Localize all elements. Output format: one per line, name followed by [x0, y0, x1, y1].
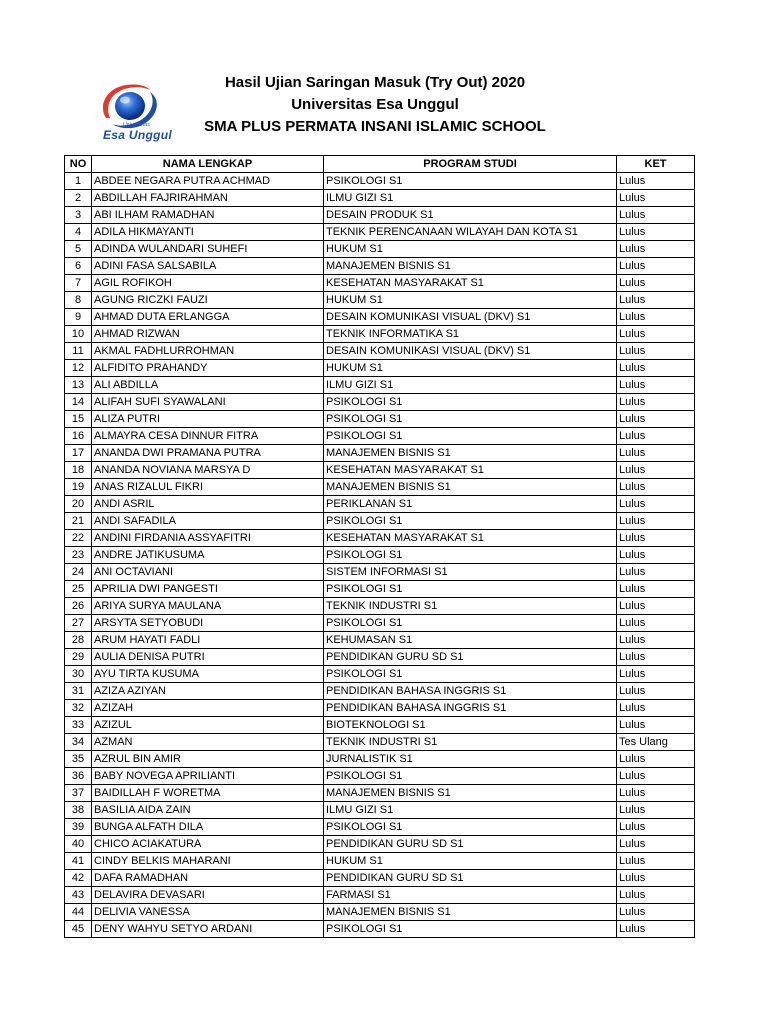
logo-small-text: Universitas: [123, 122, 150, 128]
cell-program: BIOTEKNOLOGI S1: [324, 717, 617, 734]
cell-name: AHMAD RIZWAN: [92, 326, 324, 343]
cell-no: 43: [65, 887, 92, 904]
cell-no: 28: [65, 632, 92, 649]
cell-program: KEHUMASAN S1: [324, 632, 617, 649]
cell-name: BAIDILLAH F WORETMA: [92, 785, 324, 802]
cell-name: AZMAN: [92, 734, 324, 751]
cell-program: PSIKOLOGI S1: [324, 513, 617, 530]
table-row: [65, 632, 695, 649]
cell-no: 11: [65, 343, 92, 360]
cell-program: ILMU GIZI S1: [324, 190, 617, 207]
cell-name: ANDI SAFADILA: [92, 513, 324, 530]
cell-ket: Lulus: [617, 309, 695, 326]
table-row: [65, 649, 695, 666]
table-row: [65, 683, 695, 700]
cell-ket: Lulus: [617, 802, 695, 819]
cell-name: ABDILLAH FAJRIRAHMAN: [92, 190, 324, 207]
cell-ket: Lulus: [617, 632, 695, 649]
cell-name: CHICO ACIAKATURA: [92, 836, 324, 853]
cell-no: 17: [65, 445, 92, 462]
cell-program: TEKNIK INDUSTRI S1: [324, 734, 617, 751]
table-row: [65, 326, 695, 343]
cell-ket: Lulus: [617, 343, 695, 360]
cell-name: ARIYA SURYA MAULANA: [92, 598, 324, 615]
cell-no: 3: [65, 207, 92, 224]
cell-ket: Lulus: [617, 326, 695, 343]
cell-ket: Lulus: [617, 428, 695, 445]
cell-no: 15: [65, 411, 92, 428]
cell-ket: Lulus: [617, 360, 695, 377]
table-body: [65, 173, 695, 938]
cell-ket: Lulus: [617, 258, 695, 275]
cell-program: MANAJEMEN BISNIS S1: [324, 479, 617, 496]
cell-program: PENDIDIKAN GURU SD S1: [324, 836, 617, 853]
cell-name: BUNGA ALFATH DILA: [92, 819, 324, 836]
cell-ket: Lulus: [617, 615, 695, 632]
cell-ket: Lulus: [617, 530, 695, 547]
cell-name: AHMAD DUTA ERLANGGA: [92, 309, 324, 326]
cell-name: DELIVIA VANESSA: [92, 904, 324, 921]
cell-name: DELAVIRA DEVASARI: [92, 887, 324, 904]
cell-no: 14: [65, 394, 92, 411]
cell-program: PSIKOLOGI S1: [324, 411, 617, 428]
table-row: [65, 445, 695, 462]
cell-name: BASILIA AIDA ZAIN: [92, 802, 324, 819]
table-row: [65, 564, 695, 581]
cell-ket: Lulus: [617, 513, 695, 530]
cell-program: PSIKOLOGI S1: [324, 581, 617, 598]
table-row: [65, 666, 695, 683]
cell-ket: Lulus: [617, 496, 695, 513]
table-row: [65, 360, 695, 377]
table-row: [65, 751, 695, 768]
header-ket: KET: [617, 156, 695, 173]
cell-ket: Lulus: [617, 785, 695, 802]
cell-name: AZRUL BIN AMIR: [92, 751, 324, 768]
table-row: [65, 428, 695, 445]
cell-name: DENY WAHYU SETYO ARDANI: [92, 921, 324, 938]
table-row: [65, 530, 695, 547]
cell-no: 19: [65, 479, 92, 496]
cell-name: ALI ABDILLA: [92, 377, 324, 394]
table-row: [65, 462, 695, 479]
table-row: [65, 547, 695, 564]
cell-name: AULIA DENISA PUTRI: [92, 649, 324, 666]
cell-program: DESAIN KOMUNIKASI VISUAL (DKV) S1: [324, 309, 617, 326]
cell-name: AKMAL FADHLURROHMAN: [92, 343, 324, 360]
cell-no: 42: [65, 870, 92, 887]
cell-no: 39: [65, 819, 92, 836]
cell-program: MANAJEMEN BISNIS S1: [324, 445, 617, 462]
table-row: [65, 734, 695, 751]
cell-program: DESAIN KOMUNIKASI VISUAL (DKV) S1: [324, 343, 617, 360]
cell-no: 21: [65, 513, 92, 530]
cell-no: 29: [65, 649, 92, 666]
cell-name: ALFIDITO PRAHANDY: [92, 360, 324, 377]
cell-ket: Lulus: [617, 904, 695, 921]
cell-no: 18: [65, 462, 92, 479]
cell-ket: Lulus: [617, 768, 695, 785]
cell-name: AGUNG RICZKI FAUZI: [92, 292, 324, 309]
cell-no: 26: [65, 598, 92, 615]
cell-name: ALIZA PUTRI: [92, 411, 324, 428]
cell-ket: Lulus: [617, 887, 695, 904]
cell-no: 9: [65, 309, 92, 326]
cell-program: PSIKOLOGI S1: [324, 173, 617, 190]
cell-ket: Lulus: [617, 921, 695, 938]
table-row: [65, 377, 695, 394]
cell-program: JURNALISTIK S1: [324, 751, 617, 768]
cell-program: PENDIDIKAN BAHASA INGGRIS S1: [324, 700, 617, 717]
cell-program: ILMU GIZI S1: [324, 377, 617, 394]
cell-ket: Lulus: [617, 173, 695, 190]
cell-ket: Lulus: [617, 445, 695, 462]
cell-name: ANANDA NOVIANA MARSYA D: [92, 462, 324, 479]
cell-no: 20: [65, 496, 92, 513]
cell-name: ADINDA WULANDARI SUHEFI: [92, 241, 324, 258]
table-row: [65, 207, 695, 224]
cell-no: 44: [65, 904, 92, 921]
cell-no: 32: [65, 700, 92, 717]
cell-name: AGIL ROFIKOH: [92, 275, 324, 292]
title-school: SMA PLUS PERMATA INSANI ISLAMIC SCHOOL: [204, 118, 546, 135]
cell-name: ANDI ASRIL: [92, 496, 324, 513]
table-row: [65, 904, 695, 921]
cell-name: AZIZAH: [92, 700, 324, 717]
cell-no: 37: [65, 785, 92, 802]
cell-no: 25: [65, 581, 92, 598]
cell-no: 22: [65, 530, 92, 547]
cell-program: FARMASI S1: [324, 887, 617, 904]
cell-program: KESEHATAN MASYARAKAT S1: [324, 530, 617, 547]
header-no: NO: [65, 156, 92, 173]
cell-name: AZIZUL: [92, 717, 324, 734]
table-row: [65, 496, 695, 513]
table-row: [65, 785, 695, 802]
cell-program: KESEHATAN MASYARAKAT S1: [324, 462, 617, 479]
cell-no: 6: [65, 258, 92, 275]
cell-program: HUKUM S1: [324, 360, 617, 377]
document-header: [0, 66, 768, 146]
cell-ket: Lulus: [617, 836, 695, 853]
table-row: [65, 700, 695, 717]
cell-ket: Lulus: [617, 649, 695, 666]
table-row: [65, 819, 695, 836]
cell-program: HUKUM S1: [324, 292, 617, 309]
cell-no: 12: [65, 360, 92, 377]
cell-ket: Lulus: [617, 564, 695, 581]
cell-name: APRILIA DWI PANGESTI: [92, 581, 324, 598]
cell-program: PSIKOLOGI S1: [324, 666, 617, 683]
table-row: [65, 921, 695, 938]
cell-program: PSIKOLOGI S1: [324, 394, 617, 411]
table-row: [65, 190, 695, 207]
cell-ket: Lulus: [617, 683, 695, 700]
table-row: [65, 802, 695, 819]
cell-no: 35: [65, 751, 92, 768]
logo-name-text: Esa Unggul: [103, 128, 173, 142]
cell-no: 27: [65, 615, 92, 632]
cell-ket: Lulus: [617, 224, 695, 241]
cell-ket: Lulus: [617, 598, 695, 615]
table-row: [65, 343, 695, 360]
cell-no: 23: [65, 547, 92, 564]
cell-name: CINDY BELKIS MAHARANI: [92, 853, 324, 870]
cell-ket: Lulus: [617, 666, 695, 683]
cell-no: 41: [65, 853, 92, 870]
cell-name: ARSYTA SETYOBUDI: [92, 615, 324, 632]
results-table: [64, 155, 695, 938]
table-row: [65, 581, 695, 598]
table-header-row: [65, 156, 695, 173]
cell-no: 4: [65, 224, 92, 241]
cell-program: PSIKOLOGI S1: [324, 921, 617, 938]
cell-program: PSIKOLOGI S1: [324, 819, 617, 836]
cell-ket: Lulus: [617, 241, 695, 258]
cell-no: 34: [65, 734, 92, 751]
table-row: [65, 768, 695, 785]
cell-ket: Lulus: [617, 190, 695, 207]
table-row: [65, 513, 695, 530]
cell-name: ADILA HIKMAYANTI: [92, 224, 324, 241]
header-program: PROGRAM STUDI: [324, 156, 617, 173]
cell-no: 8: [65, 292, 92, 309]
document-titles: [195, 72, 555, 138]
cell-no: 31: [65, 683, 92, 700]
cell-ket: Lulus: [617, 547, 695, 564]
cell-program: PENDIDIKAN BAHASA INGGRIS S1: [324, 683, 617, 700]
table-row: [65, 309, 695, 326]
cell-ket: Lulus: [617, 479, 695, 496]
cell-name: AYU TIRTA KUSUMA: [92, 666, 324, 683]
table-row: [65, 836, 695, 853]
cell-program: TEKNIK PERENCANAAN WILAYAH DAN KOTA S1: [324, 224, 617, 241]
cell-program: HUKUM S1: [324, 241, 617, 258]
cell-name: ALMAYRA CESA DINNUR FITRA: [92, 428, 324, 445]
cell-program: TEKNIK INDUSTRI S1: [324, 598, 617, 615]
cell-ket: Lulus: [617, 853, 695, 870]
cell-ket: Lulus: [617, 377, 695, 394]
cell-ket: Lulus: [617, 275, 695, 292]
cell-name: AZIZA AZIYAN: [92, 683, 324, 700]
table-row: [65, 479, 695, 496]
cell-program: PENDIDIKAN GURU SD S1: [324, 649, 617, 666]
cell-ket: Lulus: [617, 411, 695, 428]
cell-no: 5: [65, 241, 92, 258]
cell-program: SISTEM INFORMASI S1: [324, 564, 617, 581]
cell-name: DAFA RAMADHAN: [92, 870, 324, 887]
cell-name: ABDEE NEGARA PUTRA ACHMAD: [92, 173, 324, 190]
cell-no: 2: [65, 190, 92, 207]
cell-program: TEKNIK INFORMATIKA S1: [324, 326, 617, 343]
cell-ket: Lulus: [617, 292, 695, 309]
cell-name: ADINI FASA SALSABILA: [92, 258, 324, 275]
table-row: [65, 853, 695, 870]
table-row: [65, 173, 695, 190]
table-row: [65, 411, 695, 428]
cell-no: 33: [65, 717, 92, 734]
table-row: [65, 224, 695, 241]
title-exam: Hasil Ujian Saringan Masuk (Try Out) 2020: [224, 74, 526, 91]
cell-no: 1: [65, 173, 92, 190]
table-row: [65, 275, 695, 292]
cell-name: ABI ILHAM RAMADHAN: [92, 207, 324, 224]
cell-ket: Lulus: [617, 700, 695, 717]
cell-name: ARUM HAYATI FADLI: [92, 632, 324, 649]
cell-ket: Tes Ulang: [617, 734, 695, 751]
cell-name: ANAS RIZALUL FIKRI: [92, 479, 324, 496]
cell-program: HUKUM S1: [324, 853, 617, 870]
cell-program: PENDIDIKAN GURU SD S1: [324, 870, 617, 887]
table-row: [65, 292, 695, 309]
cell-program: MANAJEMEN BISNIS S1: [324, 785, 617, 802]
table-row: [65, 258, 695, 275]
table-row: [65, 598, 695, 615]
cell-ket: Lulus: [617, 207, 695, 224]
cell-program: KESEHATAN MASYARAKAT S1: [324, 275, 617, 292]
cell-ket: Lulus: [617, 751, 695, 768]
table-row: [65, 717, 695, 734]
cell-program: PSIKOLOGI S1: [324, 768, 617, 785]
table-row: [65, 615, 695, 632]
table-row: [65, 887, 695, 904]
title-university: Universitas Esa Unggul: [291, 96, 459, 113]
cell-ket: Lulus: [617, 819, 695, 836]
cell-no: 16: [65, 428, 92, 445]
cell-program: PSIKOLOGI S1: [324, 547, 617, 564]
cell-program: ILMU GIZI S1: [324, 802, 617, 819]
cell-ket: Lulus: [617, 717, 695, 734]
cell-no: 38: [65, 802, 92, 819]
cell-program: PERIKLANAN S1: [324, 496, 617, 513]
cell-no: 13: [65, 377, 92, 394]
cell-ket: Lulus: [617, 581, 695, 598]
cell-name: ANI OCTAVIANI: [92, 564, 324, 581]
header-name: NAMA LENGKAP: [92, 156, 324, 173]
cell-no: 7: [65, 275, 92, 292]
cell-name: BABY NOVEGA APRILIANTI: [92, 768, 324, 785]
cell-name: ANANDA DWI PRAMANA PUTRA: [92, 445, 324, 462]
table-row: [65, 241, 695, 258]
cell-no: 36: [65, 768, 92, 785]
cell-program: PSIKOLOGI S1: [324, 615, 617, 632]
cell-name: ANDRE JATIKUSUMA: [92, 547, 324, 564]
cell-no: 30: [65, 666, 92, 683]
cell-program: DESAIN PRODUK S1: [324, 207, 617, 224]
cell-ket: Lulus: [617, 394, 695, 411]
cell-program: MANAJEMEN BISNIS S1: [324, 904, 617, 921]
cell-program: MANAJEMEN BISNIS S1: [324, 258, 617, 275]
table-row: [65, 394, 695, 411]
cell-no: 40: [65, 836, 92, 853]
table-row: [65, 870, 695, 887]
cell-ket: Lulus: [617, 462, 695, 479]
cell-no: 24: [65, 564, 92, 581]
cell-no: 10: [65, 326, 92, 343]
cell-name: ALIFAH SUFI SYAWALANI: [92, 394, 324, 411]
cell-ket: Lulus: [617, 870, 695, 887]
cell-no: 45: [65, 921, 92, 938]
cell-program: PSIKOLOGI S1: [324, 428, 617, 445]
cell-name: ANDINI FIRDANIA ASSYAFITRI: [92, 530, 324, 547]
